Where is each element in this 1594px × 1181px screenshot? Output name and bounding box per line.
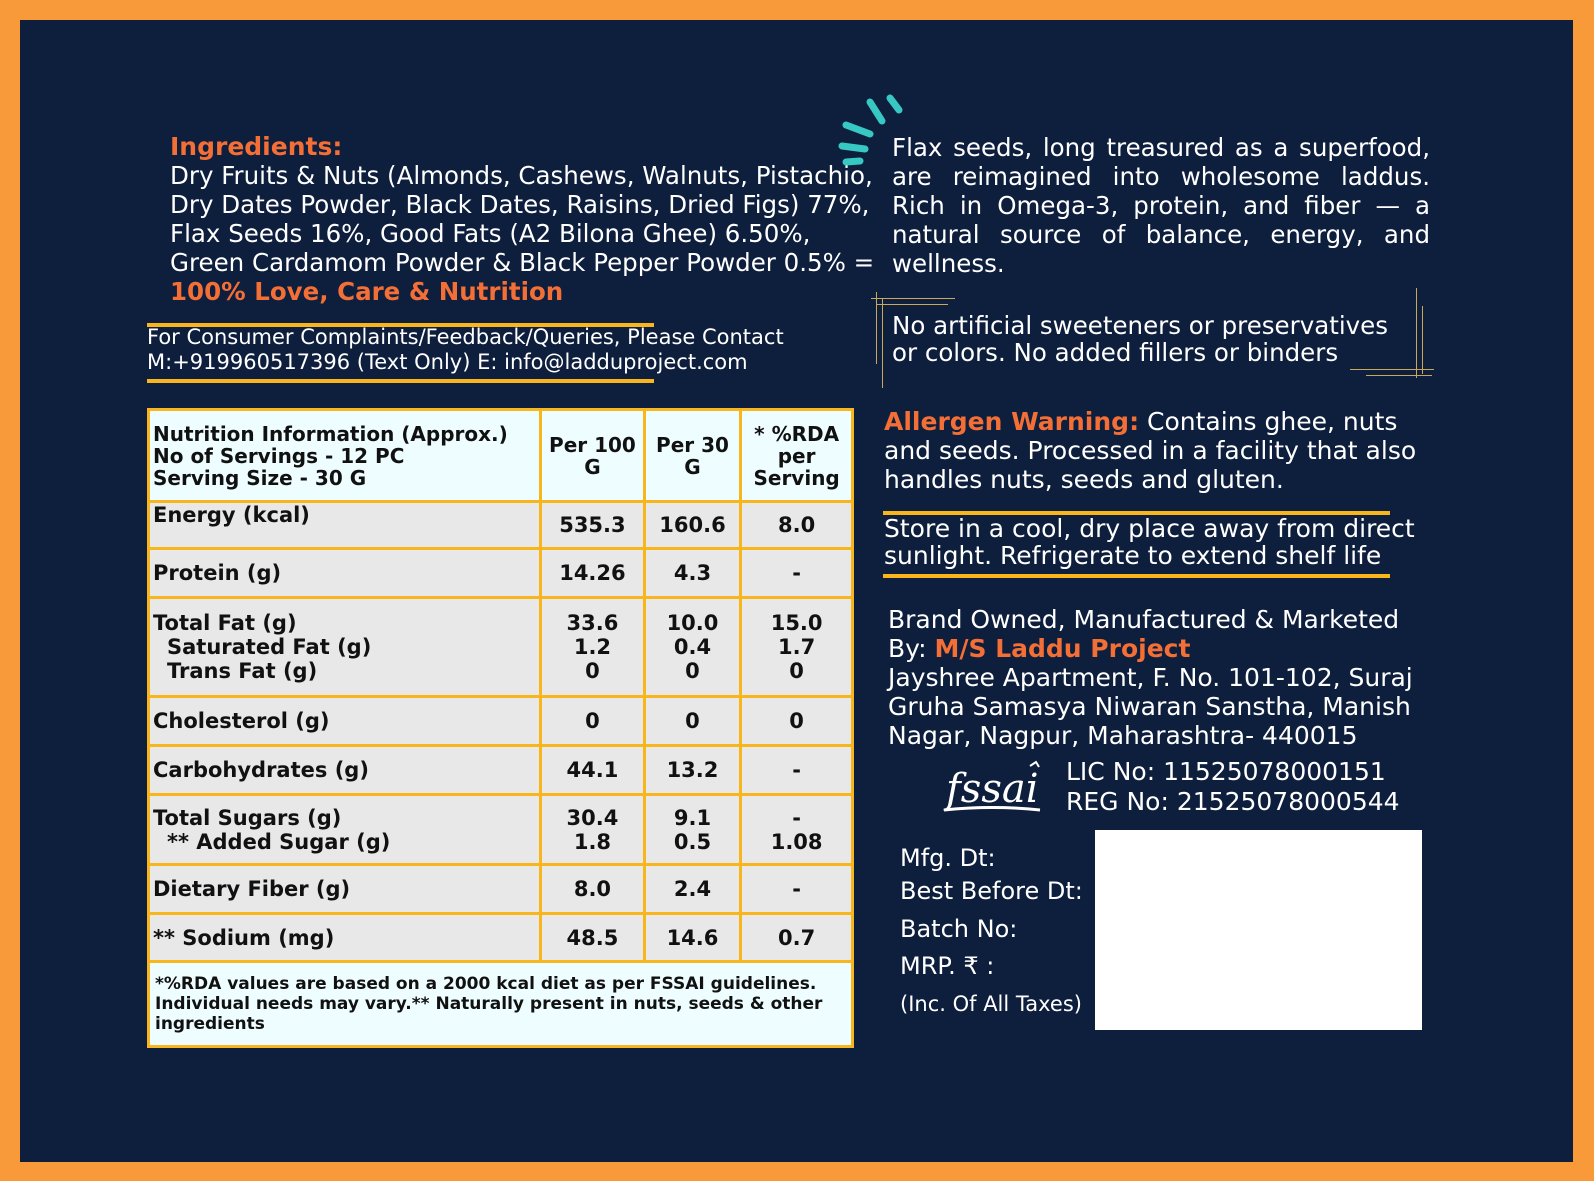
row-per30: 10.0 <box>666 611 719 635</box>
table-row <box>149 598 853 697</box>
row-per30: 14.6 <box>644 914 741 962</box>
row-label: Total Sugars (g) <box>153 805 342 830</box>
print-area-box <box>1095 830 1422 1030</box>
row-rda: 1.7 <box>778 635 816 659</box>
row-per30-group <box>644 795 741 865</box>
consumer-contact <box>147 325 862 375</box>
nutrition-header-row <box>149 410 853 502</box>
row-per30: 160.6 <box>644 502 741 549</box>
row-label: Saturated Fat (g) <box>167 635 372 659</box>
row-per30: 0 <box>644 697 741 746</box>
mfg-date-label: Mfg. Dt: <box>900 844 996 872</box>
table-row <box>149 502 853 549</box>
row-rda-group <box>741 598 853 697</box>
nutrition-servings: No of Servings - 12 PC <box>153 443 405 468</box>
row-label: ** Added Sugar (g) <box>167 829 391 854</box>
row-per30: 13.2 <box>644 746 741 795</box>
storage-line-1: Store in a cool, dry place away from direct <box>884 514 1415 543</box>
row-per100: 8.0 <box>541 865 645 914</box>
nutrition-table <box>147 408 854 1048</box>
deco-line <box>1350 369 1434 370</box>
row-rda: 0 <box>741 697 853 746</box>
nutrition-header-info <box>149 410 541 502</box>
no-artificial-line-2: or colors. No added fillers or binders <box>892 338 1339 367</box>
taxes-label: (Inc. Of All Taxes) <box>900 992 1082 1016</box>
table-row <box>149 697 853 746</box>
row-per30: 9.1 <box>673 805 712 830</box>
row-label: ** Sodium (mg) <box>149 914 541 962</box>
row-rda: - <box>741 549 853 598</box>
col-header-per30: Per 30 G <box>644 410 741 502</box>
contact-line-1: For Consumer Complaints/Feedback/Queries, Please Contact <box>147 325 784 349</box>
flax-description: Flax seeds, long treasured as a superfood, are reimagined into wholesome laddus. Rich in Omega-3, protein, and fiber — a natural source of balance, energy, and wellness. <box>892 133 1430 278</box>
brand-by: By: <box>888 634 935 663</box>
brand-address: Jayshree Apartment, F. No. 101-102, Suraj Gruha Samasya Niwaran Sanstha, Manish Nagar, Nagpur, Maharashtra- 440015 <box>888 663 1413 750</box>
allergen-text: Contains ghee, nuts and seeds. Processed in a facility that also handles nuts, seeds and gluten. <box>884 407 1417 494</box>
table-row <box>149 746 853 795</box>
row-label-group <box>149 598 541 697</box>
row-per100: 1.2 <box>573 635 612 659</box>
no-artificial-line-1: No artificial sweeteners or preservatives <box>892 311 1388 340</box>
allergen-warning <box>884 407 1444 494</box>
allergen-label: Allergen Warning: <box>884 407 1140 436</box>
label-panel <box>20 20 1573 1162</box>
row-per30: 0 <box>685 659 700 683</box>
fssai-lic: LIC No: 11525078000151 <box>1066 757 1386 786</box>
row-label: Total Fat (g) <box>153 611 297 635</box>
nutrition-footnote-row <box>149 962 853 1047</box>
row-label: Protein (g) <box>149 549 541 598</box>
row-per100: 0 <box>541 697 645 746</box>
row-label: Dietary Fiber (g) <box>149 865 541 914</box>
row-label: Energy (kcal) <box>149 502 541 549</box>
license-info <box>1066 757 1400 817</box>
row-per30: 4.3 <box>644 549 741 598</box>
row-rda: 15.0 <box>770 611 823 635</box>
fssai-logo-text: fssai <box>946 766 1039 812</box>
row-per100: 44.1 <box>541 746 645 795</box>
contact-line-2: M:+919960517396 (Text Only) E: info@ladduproject.com <box>147 350 748 374</box>
row-per100: 535.3 <box>541 502 645 549</box>
row-per100: 48.5 <box>541 914 645 962</box>
row-rda: 8.0 <box>741 502 853 549</box>
row-label-group <box>149 795 541 865</box>
row-rda: 1.08 <box>770 829 823 854</box>
row-per100: 0 <box>585 659 600 683</box>
deco-line <box>882 298 883 388</box>
row-per100: 14.26 <box>541 549 645 598</box>
row-per100: 1.8 <box>573 829 612 854</box>
no-artificial-note <box>892 312 1452 366</box>
row-per100: 30.4 <box>566 805 619 830</box>
row-label: Cholesterol (g) <box>149 697 541 746</box>
deco-line <box>876 304 948 305</box>
nutrition-title: Nutrition Information (Approx.) <box>153 421 508 446</box>
mrp-label: MRP. ₹ : <box>900 952 995 980</box>
row-per100-group <box>541 598 645 697</box>
row-per30: 0.4 <box>673 635 712 659</box>
col-header-per100: Per 100 G <box>541 410 645 502</box>
brand-by-line <box>888 634 1468 663</box>
nutrition-footnote: *%RDA values are based on a 2000 kcal diet as per FSSAI guidelines. Individual needs may vary.** Naturally present in nuts, seeds & other ingredients <box>149 962 853 1047</box>
deco-line <box>871 298 955 299</box>
contact-bottom-rule <box>147 379 654 383</box>
fssai-logo-icon <box>942 758 1052 820</box>
brand-name: M/S Laddu Project <box>934 634 1191 663</box>
brand-info <box>888 605 1468 750</box>
table-row <box>149 795 853 865</box>
row-per100-group <box>541 795 645 865</box>
batch-label: Batch No: <box>900 915 1018 943</box>
storage-bottom-rule <box>883 574 1390 578</box>
row-rda: - <box>741 865 853 914</box>
storage-instructions <box>884 515 1484 569</box>
row-per30: 2.4 <box>644 865 741 914</box>
row-rda: 0 <box>789 659 804 683</box>
ingredients-block <box>170 132 885 306</box>
row-per30: 0.5 <box>673 829 712 854</box>
deco-line <box>1366 375 1432 376</box>
brand-line-1: Brand Owned, Manufactured & Marketed <box>888 605 1400 634</box>
table-row <box>149 549 853 598</box>
row-rda-group <box>741 795 853 865</box>
table-row <box>149 865 853 914</box>
row-rda: - <box>741 746 853 795</box>
nutrition-serving-size: Serving Size - 30 G <box>153 465 367 490</box>
ingredients-text: Dry Fruits & Nuts (Almonds, Cashews, Walnuts, Pistachio, Dry Dates Powder, Black Dates, Raisins, Dried Figs) 77%, Flax Seeds 16%, Good Fats (A2 Bilona Ghee) 6.50%, Green Cardamom Powder & Black Pepper Powder 0.5% = <box>170 161 875 277</box>
row-per30-group <box>644 598 741 697</box>
col-header-rda: * %RDA per Serving <box>741 410 853 502</box>
row-rda: 0.7 <box>741 914 853 962</box>
row-rda: - <box>792 805 801 830</box>
table-row <box>149 914 853 962</box>
row-label: Trans Fat (g) <box>167 659 318 683</box>
best-before-label: Best Before Dt: <box>900 877 1083 905</box>
row-label: Carbohydrates (g) <box>149 746 541 795</box>
ingredients-highlight: 100% Love, Care & Nutrition <box>170 277 564 306</box>
storage-line-2: sunlight. Refrigerate to extend shelf life <box>884 541 1382 570</box>
deco-line <box>876 292 877 364</box>
fssai-reg: REG No: 21525078000544 <box>1066 787 1400 816</box>
row-per100: 33.6 <box>566 611 619 635</box>
ingredients-heading: Ingredients: <box>170 132 343 161</box>
